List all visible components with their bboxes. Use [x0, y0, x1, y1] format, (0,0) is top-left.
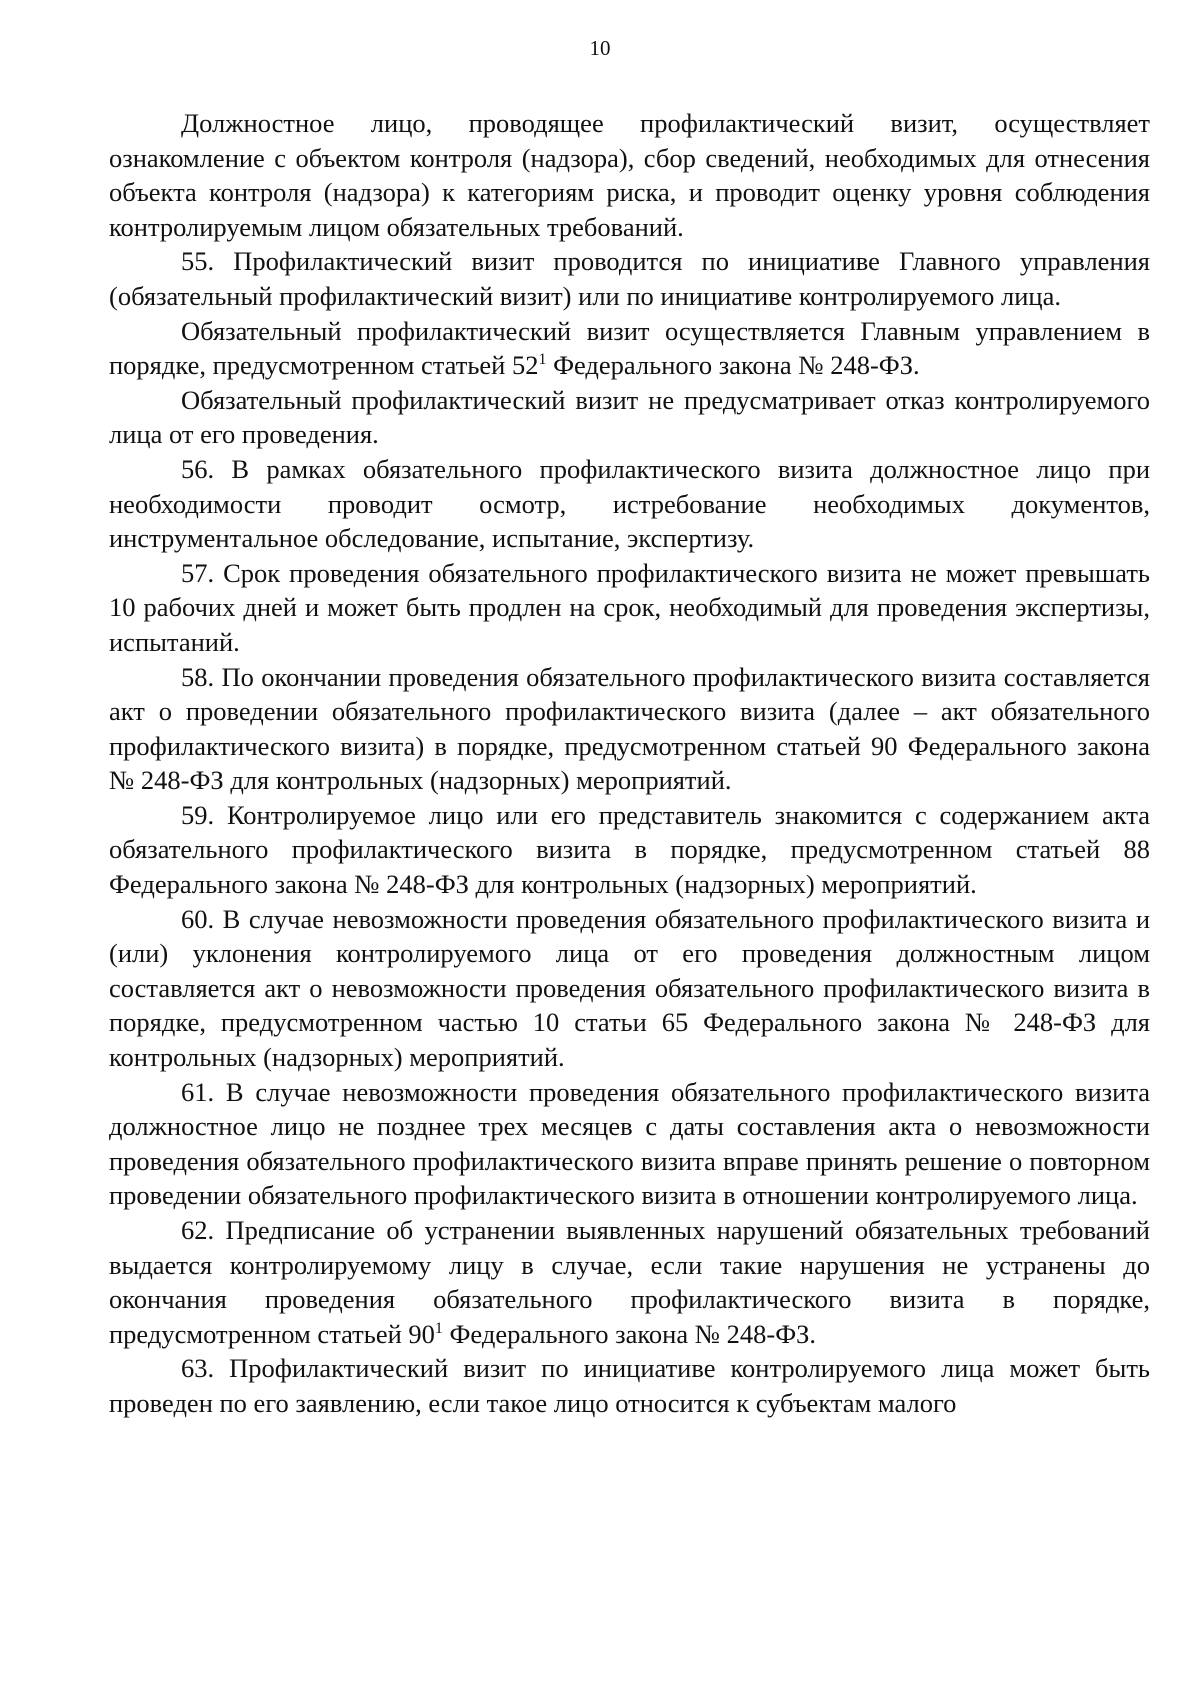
- paragraph-56: [109, 452, 1150, 556]
- paragraph-number: 57.: [181, 557, 215, 588]
- paragraph-text: Контролируемое лицо или его представитель знакомится с содержанием акта обязательного профилактического визита в порядке, предусмотренном статьей 88 Федерального закона № 248-ФЗ для контрольных (надзорных) мероприятий.: [109, 799, 1150, 900]
- paragraph-number: 58.: [181, 661, 215, 692]
- paragraph: [109, 106, 1150, 244]
- paragraph-number: 55.: [181, 246, 215, 277]
- paragraph-text: В случае невозможности проведения обязательного профилактического визита и (или) уклонения контролируемого лица от его проведения должностным лицом составляется акт о невозможности проведения обязательного профилактического визита в порядке, предусмотренном частью 10 статьи 65 Федерального закона № 248-ФЗ для контрольных (надзорных) мероприятий.: [109, 903, 1150, 1073]
- paragraph-text: Федерального закона № 248-ФЗ.: [546, 350, 920, 381]
- paragraph-text: В рамках обязательного профилактического визита должностное лицо при необходимости проводит осмотр, истребование необходимых документов, инструментальное обследование, испытание, экспертизу.: [109, 453, 1150, 554]
- paragraph-59: [109, 798, 1150, 902]
- paragraph-text: Должностное лицо, проводящее профилактический визит, осуществляет ознакомление с объектом контроля (надзора), сбор сведений, необходимых для отнесения объекта контроля (надзора) к категориям риска, и проводит оценку уровня соблюдения контролируемым лицом обязательных требований.: [109, 108, 1150, 242]
- paragraph-number: 60.: [181, 903, 215, 934]
- page-number: 10: [589, 36, 611, 60]
- paragraph-text: Обязательный профилактический визит осуществляется Главным управлением в порядке, предусмотренном статьей 52: [109, 315, 1150, 381]
- paragraph-text: Предписание об устранении выявленных нарушений обязательных требований выдается контролируемому лицу в случае, если такие нарушения не устранены до окончания проведения обязательного профилактического визита в порядке, предусмотренном статьей 90: [109, 1215, 1150, 1349]
- paragraph-number: 61.: [181, 1076, 215, 1107]
- document-body: [109, 106, 1150, 1421]
- paragraph-number: 62.: [181, 1215, 215, 1245]
- superscript: 1: [434, 1319, 443, 1337]
- paragraph-63: [109, 1351, 1150, 1420]
- paragraph: [109, 314, 1150, 383]
- paragraph-57: [109, 556, 1150, 660]
- paragraph-text: В случае невозможности проведения обязательного профилактического визита должностное лицо не позднее трех месяцев с даты составления акта о невозможности проведения обязательного профилактического визита вправе принять решение о повторном проведении обязательного профилактического визита в отношении контролируемого лица.: [109, 1076, 1150, 1211]
- paragraph-text: Профилактический визит по инициативе контролируемого лица может быть проведен по его заявлению, если такое лицо относится к субъектам малого: [109, 1353, 1150, 1418]
- paragraph-number: 59.: [181, 799, 215, 830]
- paragraph-62: [109, 1213, 1150, 1351]
- paragraph-60: [109, 902, 1150, 1075]
- paragraph-61: [109, 1075, 1150, 1213]
- paragraph-number: 56.: [181, 453, 215, 484]
- paragraph-text: Профилактический визит проводится по инициативе Главного управления (обязательный профилактический визит) или по инициативе контролируемого лица.: [109, 246, 1150, 311]
- paragraph-text: Федерального закона № 248-ФЗ.: [442, 1318, 817, 1349]
- paragraph: [109, 383, 1150, 452]
- paragraph-text: Срок проведения обязательного профилактического визита не может превышать 10 рабочих дней и может быть продлен на срок, необходимый для проведения экспертизы, испытаний.: [109, 557, 1151, 657]
- paragraph-number: 63.: [181, 1353, 215, 1384]
- paragraph-55: [109, 244, 1150, 313]
- paragraph-text: По окончании проведения обязательного профилактического визита составляется акт о проведении обязательного профилактического визита (далее – акт обязательного профилактического визита) в порядке, предусмотренном статьей 90 Федерального закона № 248-ФЗ для контрольных (надзорных) мероприятий.: [109, 661, 1150, 796]
- paragraph-text: Обязательный профилактический визит не предусматривает отказ контролируемого лица от его проведения.: [109, 384, 1150, 450]
- superscript: 1: [538, 351, 547, 369]
- paragraph-58: [109, 660, 1150, 798]
